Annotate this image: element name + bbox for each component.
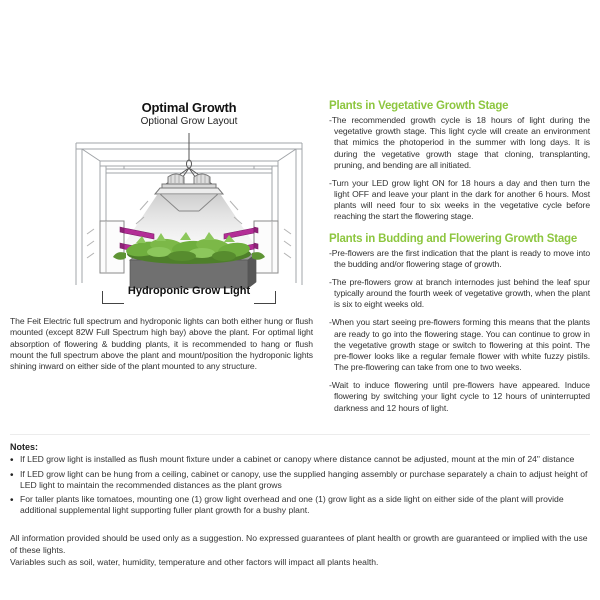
- section-paragraph: -The recommended growth cycle is 18 hours of light during the vegetative growth stage. This light cycle will create an environment that mimics the photoperiod in the summer with long days. It is during the vegetative growth stage that cloning, transplanting, pruning, and bending are all initiated.: [329, 115, 590, 170]
- disclaimer-line: Variables such as soil, water, humidity, temperature and other factors will impact all plants health.: [10, 557, 379, 568]
- diagram-title: Optimal Growth: [141, 100, 237, 115]
- bullet-icon: [10, 469, 20, 492]
- section-paragraph: -When you start seeing pre-flowers forming this means that the plants are ready to go into the flowering stage. You can continue to grow in the vegetative growth stage or switch to flowering at this point. The pre-flower looks like a regular female flower with white fuzzy pistils. The pre-flowering can take from one to two weeks.: [329, 317, 590, 373]
- diagram-label-row: [64, 285, 314, 304]
- disclaimer-line: All information provided should be used only as a suggestion. No expressed guarantees of plant health or growth are guaranteed or implied with the use of these lights.: [10, 533, 588, 556]
- label-bracket-left-icon: [102, 291, 124, 304]
- section-paragraph: -Wait to induce flowering until pre-flowers have appeared. Induce flowering by switching your light cycle to 12 hours of uninterrupted darkness and 12 hours of light.: [329, 380, 590, 413]
- notes-list: [10, 454, 590, 517]
- disclaimer: [10, 532, 590, 568]
- label-bracket-right-icon: [254, 291, 276, 304]
- notes-section: [10, 434, 590, 517]
- section-paragraph: -The pre-flowers grow at branch internodes just behind the leaf spur typically around the fourth week of vegetative growth, when the plant is six to eight weeks old.: [329, 276, 590, 310]
- note-text: If LED grow light can be hung from a ceiling, cabinet or canopy, use the supplied hanging assembly or purchase separately a chain to adjust height of LED light to maintain the recommended distances as the plant grows: [20, 468, 588, 491]
- note-item: [10, 454, 590, 467]
- note-item: [10, 494, 590, 517]
- right-column: [313, 100, 590, 424]
- section-vegetative: [329, 100, 590, 223]
- bullet-icon: [10, 454, 20, 467]
- note-text: If LED grow light is installed as flush mount fixture under a cabinet or canopy where distance cannot be adjusted, mount at the min of 24" distance: [20, 453, 575, 464]
- diagram-label: Hydroponic Grow Light: [127, 285, 251, 297]
- diagram-subtitle: Optional Grow Layout: [140, 116, 238, 127]
- section-heading: Plants in Budding and Flowering Growth Stage: [329, 232, 578, 245]
- notes-heading: Notes:: [10, 441, 39, 452]
- section-heading: Plants in Vegetative Growth Stage: [329, 100, 509, 112]
- diagram-stack: [64, 100, 314, 304]
- note-item: [10, 469, 590, 492]
- mounting-caption: The Feit Electric full spectrum and hydroponic lights can both either hung or flush mounted (except 82W Full Spectrum high bay) above the plant. For optimal light absorption of flowering & budding plants, it is recommended to hang or flush mount the full spectrum above the plant and mount/position the hydroponic lights shining inward on either side of the plant mounted to any structure.: [10, 316, 313, 372]
- section-paragraph: -Pre-flowers are the first indication that the plant is ready to move into the budding and/or flowering stage of growth.: [329, 247, 590, 269]
- bullet-icon: [10, 494, 20, 517]
- note-text: For taller plants like tomatoes, mounting one (1) grow light overhead and one (1) grow light as a side light on either side of the plant will provide additional supplemental light supporting fuller plant growth for a bushy plant.: [20, 493, 564, 515]
- section-flowering: [329, 233, 590, 414]
- top-columns: [10, 100, 590, 424]
- section-paragraph: -Turn your LED grow light ON for 18 hours a day and then turn the light OFF and leave your plant in the dark for another 6 hours. Most plants will need four to six weeks in the vegetative cycle before reaching the start the flowering stage.: [329, 177, 590, 222]
- grow-layout-diagram: [64, 133, 314, 295]
- left-column: [10, 100, 313, 373]
